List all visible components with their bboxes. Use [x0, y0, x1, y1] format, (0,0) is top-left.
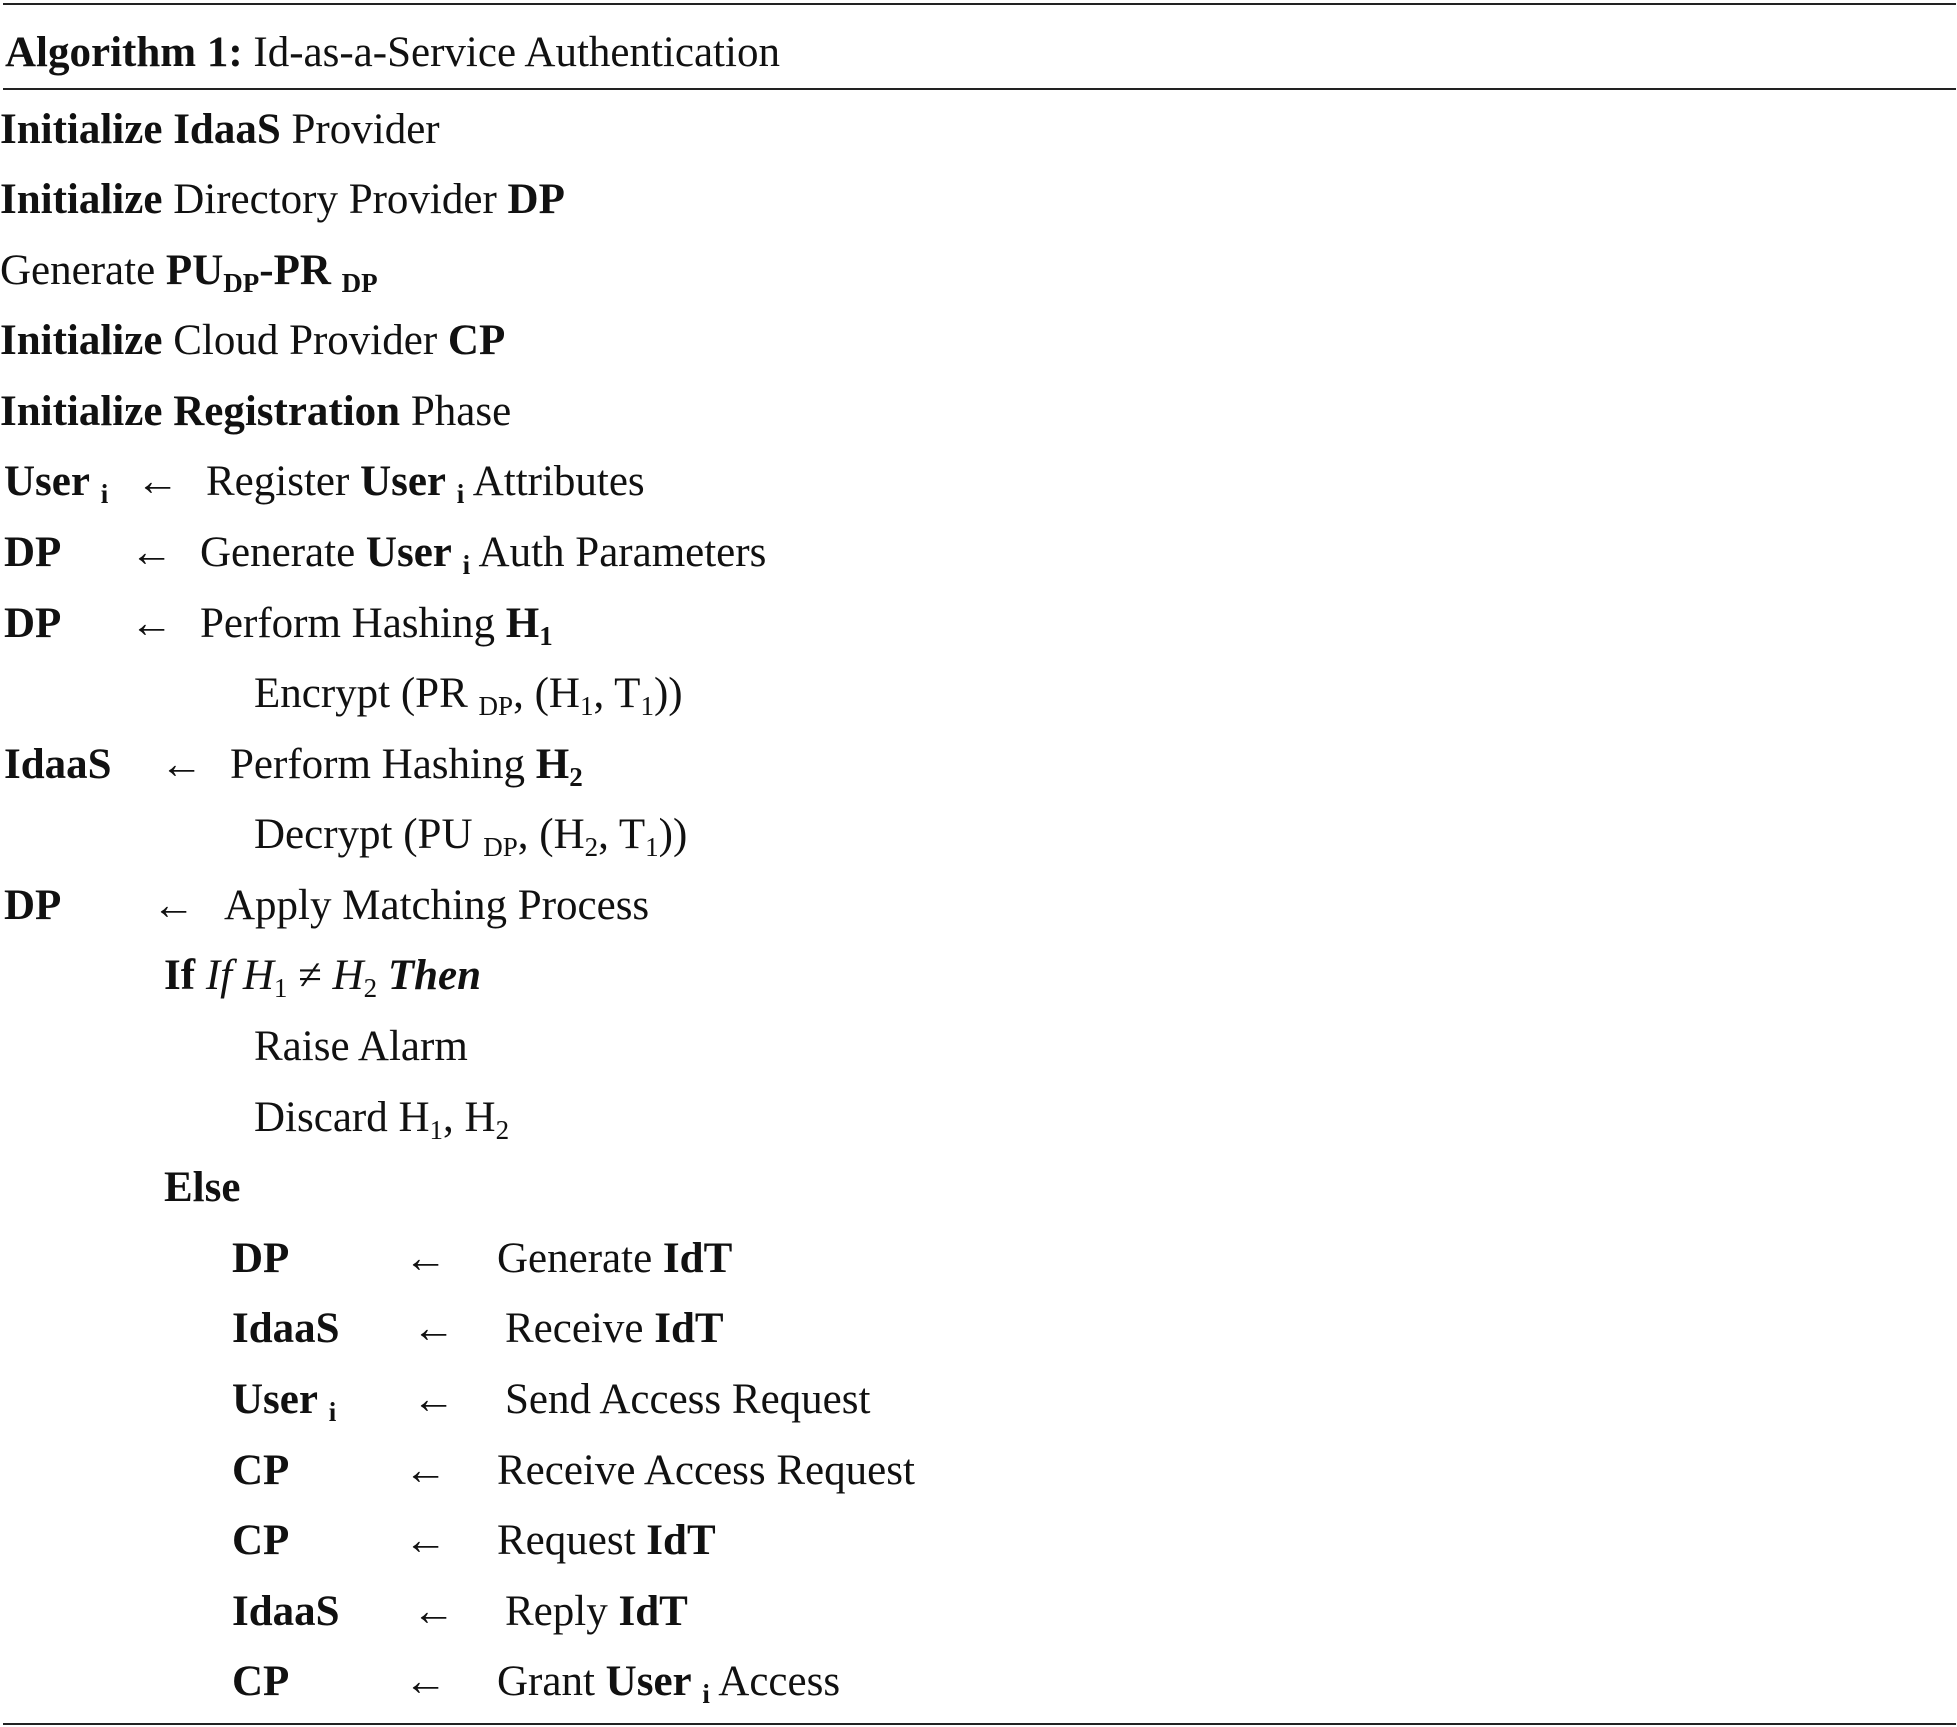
subscript: i — [456, 479, 465, 509]
algo-line-12 — [0, 871, 1000, 941]
function-call: Encrypt (PR — [254, 670, 468, 717]
keyword-if: If — [164, 952, 196, 999]
entity: CP — [447, 317, 506, 364]
actor: IdaaS — [232, 1305, 340, 1352]
caption-rule — [3, 88, 1956, 90]
line-text: Raise Alarm — [254, 1023, 468, 1070]
algorithm-title: Id-as-a-Service Authentication — [253, 29, 780, 76]
bottom-rule — [3, 1723, 1956, 1725]
actor: DP — [4, 600, 62, 647]
line-text: Auth Parameters — [478, 529, 767, 576]
subscript: 2 — [569, 762, 583, 792]
subscript: 2 — [495, 1115, 510, 1145]
line-text: Attributes — [472, 458, 645, 505]
line-text: , T — [593, 670, 641, 717]
hash-var: H — [332, 952, 364, 999]
line-text: Directory Provider — [173, 176, 497, 223]
line-text: Generate — [0, 247, 156, 294]
subscript: i — [462, 550, 471, 580]
actor: User — [232, 1376, 318, 1423]
entity: DP — [507, 176, 565, 223]
algo-line-2 — [0, 165, 565, 235]
assign-arrow: ← — [152, 882, 195, 929]
actor: CP — [232, 1658, 290, 1705]
keyword-else: Else — [164, 1164, 241, 1211]
assign-arrow: ← — [412, 1305, 455, 1352]
subscript: 1 — [579, 691, 594, 721]
verb: Grant — [497, 1658, 595, 1705]
subscript: 1 — [645, 832, 659, 862]
assign-arrow: ← — [404, 1447, 447, 1494]
algo-line-19 — [0, 1365, 1200, 1435]
verb: Reply — [505, 1588, 608, 1635]
actor: IdaaS — [4, 741, 112, 788]
verb: Generate — [200, 529, 356, 576]
object: IdT — [618, 1588, 688, 1635]
assign-arrow: ← — [412, 1376, 455, 1423]
verb: Perform Hashing — [230, 741, 525, 788]
public-key: PU — [165, 247, 224, 294]
subscript: 1 — [429, 1115, 444, 1145]
object: IdT — [654, 1305, 724, 1352]
subscript: DP — [478, 691, 514, 721]
actor: DP — [232, 1235, 290, 1282]
subscript: DP — [341, 268, 378, 298]
algorithm-label: Algorithm 1: — [5, 29, 243, 76]
algo-line-22 — [0, 1577, 1200, 1647]
not-equal-symbol: ≠ — [298, 952, 322, 999]
object: User — [360, 458, 447, 505]
subscript: DP — [223, 268, 260, 298]
line-text: )) — [653, 670, 683, 717]
actor: DP — [4, 882, 62, 929]
algo-line-9 — [254, 659, 683, 729]
verb: Apply Matching Process — [224, 882, 650, 929]
verb: Receive — [505, 1305, 644, 1352]
assign-arrow: ← — [404, 1235, 447, 1282]
algo-line-21 — [0, 1506, 1200, 1576]
object: User — [365, 529, 452, 576]
assign-arrow: ← — [136, 458, 179, 505]
verb: Send Access Request — [505, 1376, 871, 1423]
assign-arrow: ← — [404, 1658, 447, 1705]
line-text: )) — [658, 811, 688, 858]
algo-line-15 — [254, 1083, 509, 1153]
algo-line-5 — [0, 377, 511, 447]
algo-line-7 — [0, 518, 1000, 588]
subscript: DP — [483, 832, 518, 862]
verb: Register — [206, 458, 350, 505]
subscript: 1 — [539, 621, 553, 651]
keyword: Initialize — [0, 176, 163, 223]
assign-arrow: ← — [160, 741, 203, 788]
line-text: , H — [443, 1094, 496, 1141]
algo-line-20 — [0, 1436, 1200, 1506]
subscript: 2 — [363, 973, 378, 1003]
top-rule — [3, 3, 1956, 5]
entity: IdaaS — [173, 106, 281, 153]
condition-if: If — [205, 952, 233, 999]
line-text: Phase — [410, 388, 512, 435]
algo-line-10 — [0, 730, 1000, 800]
algo-line-1 — [0, 95, 440, 165]
algo-line-3 — [0, 236, 378, 306]
assign-arrow: ← — [404, 1517, 447, 1564]
assign-arrow: ← — [130, 600, 173, 647]
algo-line-11 — [254, 800, 687, 870]
entity: Registration — [173, 388, 401, 435]
actor: IdaaS — [232, 1588, 340, 1635]
assign-arrow: ← — [412, 1588, 455, 1635]
keyword-then: Then — [387, 952, 482, 999]
keyword: Initialize — [0, 317, 163, 364]
private-key: PR — [273, 247, 331, 294]
keyword: Initialize — [0, 388, 163, 435]
subscript: i — [702, 1679, 710, 1709]
subscript: i — [328, 1397, 337, 1427]
actor: CP — [232, 1447, 290, 1494]
object: IdT — [646, 1517, 716, 1564]
algo-line-14 — [254, 1012, 468, 1082]
subscript: 2 — [584, 832, 599, 862]
function-call: Decrypt (PU — [254, 811, 473, 858]
algo-line-13 — [164, 941, 481, 1011]
subscript: i — [100, 479, 109, 509]
algo-line-18 — [0, 1294, 1200, 1364]
verb: Request — [497, 1517, 636, 1564]
line-text: Provider — [291, 106, 440, 153]
actor: DP — [4, 529, 62, 576]
line-text: Discard H — [254, 1094, 430, 1141]
verb: Perform Hashing — [200, 600, 495, 647]
object: H — [505, 600, 540, 647]
algo-line-4 — [0, 306, 505, 376]
algo-line-16 — [164, 1153, 240, 1223]
algo-line-8 — [0, 589, 1000, 659]
actor: User — [4, 458, 90, 505]
line-text: , (H — [513, 670, 580, 717]
hash-var: H — [242, 952, 274, 999]
actor: CP — [232, 1517, 290, 1564]
keyword: Initialize — [0, 106, 163, 153]
line-text: Access — [718, 1658, 841, 1705]
object: User — [605, 1658, 692, 1705]
line-text: , T — [598, 811, 646, 858]
object: H — [535, 741, 570, 788]
assign-arrow: ← — [130, 529, 173, 576]
verb: Receive Access Request — [497, 1447, 915, 1494]
subscript: 1 — [640, 691, 654, 721]
algo-line-23 — [0, 1647, 1200, 1717]
algorithm-caption — [5, 25, 780, 81]
subscript: 1 — [273, 973, 288, 1003]
verb: Generate — [497, 1235, 653, 1282]
dash: - — [259, 247, 274, 294]
algo-line-6 — [0, 447, 1000, 517]
line-text: Cloud Provider — [173, 317, 438, 364]
algo-line-17 — [0, 1224, 1200, 1294]
object: IdT — [662, 1235, 733, 1282]
line-text: , (H — [517, 811, 585, 858]
